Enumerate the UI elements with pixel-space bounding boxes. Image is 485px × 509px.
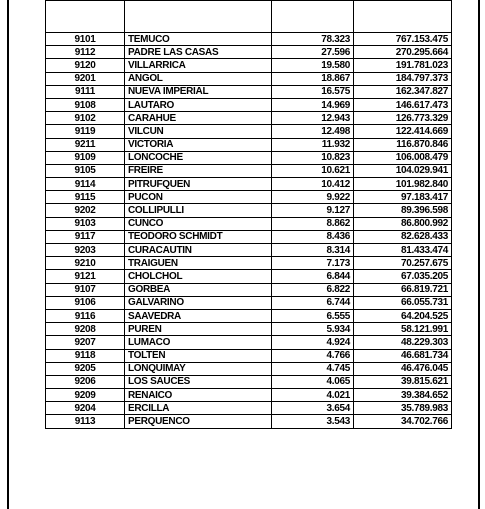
table-row: [46, 336, 452, 349]
value-1-cell: 78.323: [272, 33, 354, 46]
value-1-cell: 8.862: [272, 217, 354, 230]
table-row: [46, 191, 452, 204]
table-row: [46, 125, 452, 138]
table-row: [46, 389, 452, 402]
comuna-cell: FREIRE: [125, 164, 272, 177]
value-1-cell: 14.969: [272, 98, 354, 111]
value-1-cell: 4.021: [272, 389, 354, 402]
comuna-cell: VILCUN: [125, 125, 272, 138]
header-code: [46, 1, 125, 33]
value-2-cell: 66.819.721: [354, 283, 452, 296]
value-2-cell: 48.229.303: [354, 336, 452, 349]
value-2-cell: 39.384.652: [354, 389, 452, 402]
table-row: [46, 402, 452, 415]
value-1-cell: 10.412: [272, 178, 354, 191]
value-2-cell: 46.476.045: [354, 362, 452, 375]
value-2-cell: 35.789.983: [354, 402, 452, 415]
value-1-cell: 16.575: [272, 85, 354, 98]
comuna-cell: COLLIPULLI: [125, 204, 272, 217]
code-cell: 9120: [46, 59, 125, 72]
value-1-cell: 19.580: [272, 59, 354, 72]
value-1-cell: 6.555: [272, 309, 354, 322]
value-1-cell: 4.065: [272, 375, 354, 388]
table-row: [46, 257, 452, 270]
page-border-right: [478, 0, 480, 509]
comuna-cell: ANGOL: [125, 72, 272, 85]
header-row: [46, 1, 452, 33]
code-cell: 9116: [46, 309, 125, 322]
code-cell: 9119: [46, 125, 125, 138]
comuna-cell: RENAICO: [125, 389, 272, 402]
comuna-cell: LONCOCHE: [125, 151, 272, 164]
table-body: [46, 33, 452, 429]
value-2-cell: 58.121.991: [354, 323, 452, 336]
table-row: [46, 230, 452, 243]
value-2-cell: 270.295.664: [354, 46, 452, 59]
code-cell: 9109: [46, 151, 125, 164]
value-2-cell: 162.347.827: [354, 85, 452, 98]
table-row: [46, 33, 452, 46]
header-comuna: [125, 1, 272, 33]
table-row: [46, 178, 452, 191]
code-cell: 9203: [46, 244, 125, 257]
table-row: [46, 164, 452, 177]
code-cell: 9107: [46, 283, 125, 296]
comuna-cell: PADRE LAS CASAS: [125, 46, 272, 59]
value-1-cell: 4.745: [272, 362, 354, 375]
header-value-2: [354, 1, 452, 33]
table-row: [46, 349, 452, 362]
value-2-cell: 64.204.525: [354, 309, 452, 322]
code-cell: 9204: [46, 402, 125, 415]
comuna-cell: NUEVA IMPERIAL: [125, 85, 272, 98]
code-cell: 9207: [46, 336, 125, 349]
comunas-table: [45, 0, 452, 429]
code-cell: 9108: [46, 98, 125, 111]
table-row: [46, 323, 452, 336]
comuna-cell: SAAVEDRA: [125, 309, 272, 322]
table-row: [46, 296, 452, 309]
comuna-cell: GALVARINO: [125, 296, 272, 309]
comuna-cell: PUCON: [125, 191, 272, 204]
value-2-cell: 97.183.417: [354, 191, 452, 204]
value-1-cell: 7.173: [272, 257, 354, 270]
value-1-cell: 8.436: [272, 230, 354, 243]
code-cell: 9202: [46, 204, 125, 217]
value-2-cell: 39.815.621: [354, 375, 452, 388]
code-cell: 9121: [46, 270, 125, 283]
value-1-cell: 9.127: [272, 204, 354, 217]
comuna-cell: CURACAUTIN: [125, 244, 272, 257]
code-cell: 9114: [46, 178, 125, 191]
value-2-cell: 70.257.675: [354, 257, 452, 270]
value-1-cell: 10.621: [272, 164, 354, 177]
code-cell: 9118: [46, 349, 125, 362]
table-row: [46, 151, 452, 164]
value-2-cell: 767.153.475: [354, 33, 452, 46]
comuna-cell: TRAIGUEN: [125, 257, 272, 270]
code-cell: 9210: [46, 257, 125, 270]
table-row: [46, 270, 452, 283]
value-1-cell: 5.934: [272, 323, 354, 336]
value-1-cell: 3.543: [272, 415, 354, 428]
value-1-cell: 4.924: [272, 336, 354, 349]
value-2-cell: 191.781.023: [354, 59, 452, 72]
code-cell: 9111: [46, 85, 125, 98]
value-1-cell: 6.744: [272, 296, 354, 309]
value-1-cell: 12.943: [272, 112, 354, 125]
value-2-cell: 66.055.731: [354, 296, 452, 309]
value-2-cell: 146.617.473: [354, 98, 452, 111]
comuna-cell: PUREN: [125, 323, 272, 336]
comuna-cell: PERQUENCO: [125, 415, 272, 428]
value-1-cell: 9.922: [272, 191, 354, 204]
value-1-cell: 11.932: [272, 138, 354, 151]
table-row: [46, 98, 452, 111]
comuna-cell: TOLTEN: [125, 349, 272, 362]
code-cell: 9101: [46, 33, 125, 46]
table-row: [46, 283, 452, 296]
table-row: [46, 112, 452, 125]
code-cell: 9211: [46, 138, 125, 151]
code-cell: 9117: [46, 230, 125, 243]
table-row: [46, 138, 452, 151]
table-row: [46, 244, 452, 257]
value-2-cell: 184.797.373: [354, 72, 452, 85]
comuna-cell: VICTORIA: [125, 138, 272, 151]
page-border-left: [7, 0, 9, 509]
value-2-cell: 81.433.474: [354, 244, 452, 257]
table-row: [46, 204, 452, 217]
comuna-cell: TEMUCO: [125, 33, 272, 46]
code-cell: 9106: [46, 296, 125, 309]
table-row: [46, 375, 452, 388]
value-2-cell: 86.800.992: [354, 217, 452, 230]
value-1-cell: 27.596: [272, 46, 354, 59]
code-cell: 9102: [46, 112, 125, 125]
code-cell: 9113: [46, 415, 125, 428]
table-row: [46, 59, 452, 72]
comuna-cell: TEODORO SCHMIDT: [125, 230, 272, 243]
value-2-cell: 126.773.329: [354, 112, 452, 125]
value-1-cell: 12.498: [272, 125, 354, 138]
value-2-cell: 82.628.433: [354, 230, 452, 243]
comuna-cell: LAUTARO: [125, 98, 272, 111]
code-cell: 9209: [46, 389, 125, 402]
comuna-cell: CHOLCHOL: [125, 270, 272, 283]
value-2-cell: 122.414.669: [354, 125, 452, 138]
comuna-cell: LOS SAUCES: [125, 375, 272, 388]
table-row: [46, 46, 452, 59]
table-row: [46, 362, 452, 375]
code-cell: 9205: [46, 362, 125, 375]
value-2-cell: 104.029.941: [354, 164, 452, 177]
table-row: [46, 415, 452, 428]
value-2-cell: 116.870.846: [354, 138, 452, 151]
table-row: [46, 72, 452, 85]
value-2-cell: 46.681.734: [354, 349, 452, 362]
comuna-cell: CUNCO: [125, 217, 272, 230]
code-cell: 9103: [46, 217, 125, 230]
table-row: [46, 217, 452, 230]
value-2-cell: 34.702.766: [354, 415, 452, 428]
comuna-cell: GORBEA: [125, 283, 272, 296]
value-1-cell: 6.844: [272, 270, 354, 283]
value-2-cell: 106.008.479: [354, 151, 452, 164]
header-value-1: [272, 1, 354, 33]
comuna-cell: PITRUFQUEN: [125, 178, 272, 191]
comuna-cell: CARAHUE: [125, 112, 272, 125]
value-1-cell: 4.766: [272, 349, 354, 362]
comuna-cell: ERCILLA: [125, 402, 272, 415]
value-1-cell: 6.822: [272, 283, 354, 296]
table-header: [46, 1, 452, 33]
value-2-cell: 101.982.840: [354, 178, 452, 191]
comuna-cell: LONQUIMAY: [125, 362, 272, 375]
table-row: [46, 85, 452, 98]
comuna-cell: VILLARRICA: [125, 59, 272, 72]
code-cell: 9112: [46, 46, 125, 59]
code-cell: 9206: [46, 375, 125, 388]
code-cell: 9115: [46, 191, 125, 204]
table-row: [46, 309, 452, 322]
value-1-cell: 8.314: [272, 244, 354, 257]
value-1-cell: 10.823: [272, 151, 354, 164]
value-2-cell: 89.396.598: [354, 204, 452, 217]
code-cell: 9105: [46, 164, 125, 177]
code-cell: 9208: [46, 323, 125, 336]
value-1-cell: 3.654: [272, 402, 354, 415]
value-2-cell: 67.035.205: [354, 270, 452, 283]
comuna-cell: LUMACO: [125, 336, 272, 349]
value-1-cell: 18.867: [272, 72, 354, 85]
code-cell: 9201: [46, 72, 125, 85]
